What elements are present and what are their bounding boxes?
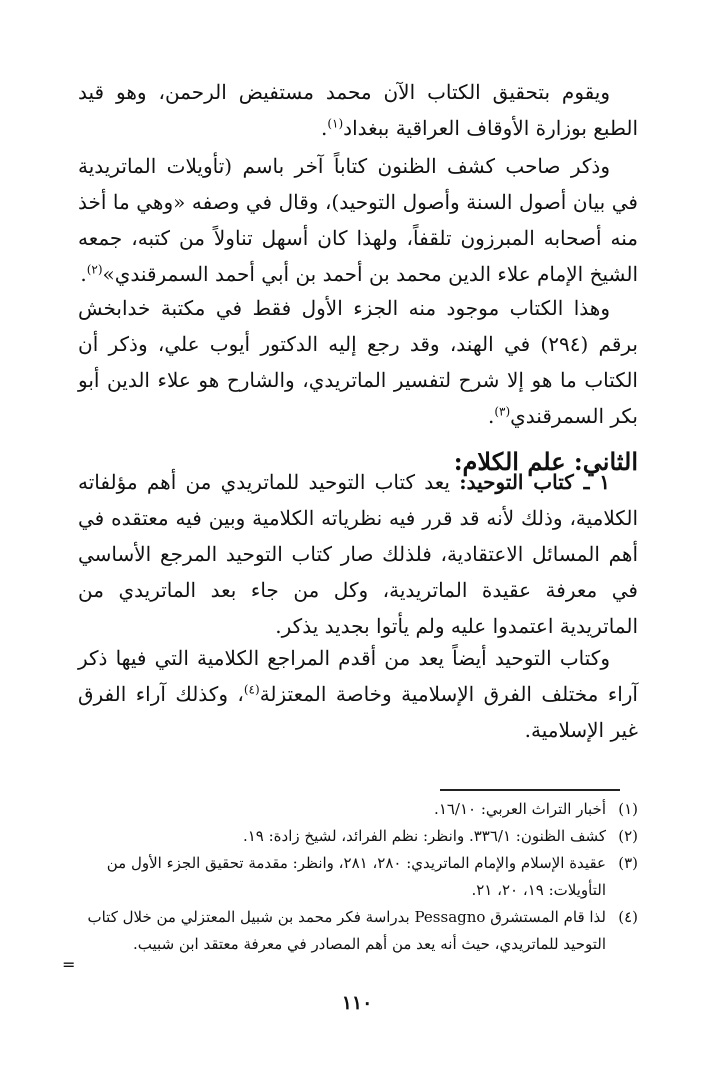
paragraph-5-end: ، وكذلك آراء الفرق غير الإسلامية. — [78, 682, 638, 742]
paragraph-1 — [78, 74, 638, 146]
paragraph-3-end: . — [487, 404, 495, 428]
paragraph-5-text: وكتاب التوحيد أيضاً يعد من أقدم المراجع الكلامية التي فيها ذكر آراء مختلف الفرق الإسلامية وخاصة المعتزلة — [78, 646, 638, 706]
footnote-number: (٢) — [618, 827, 638, 845]
footnote-number: (١) — [618, 800, 638, 818]
footnote-ref-3[interactable]: (٣) — [494, 404, 511, 419]
paragraph-2 — [78, 148, 638, 292]
paragraph-1-text: ويقوم بتحقيق الكتاب الآن محمد مستفيض الرحمن، وهو قيد الطبع بوزارة الأوقاف العراقية ببغداد — [78, 80, 638, 140]
footnote-2 — [78, 823, 638, 850]
footnote-ref-4[interactable]: (٤) — [243, 682, 260, 697]
footnote-separator — [440, 789, 620, 791]
paragraph-2-end: . — [80, 262, 87, 286]
paragraph-3 — [78, 290, 638, 434]
footnote-text: عقيدة الإسلام والإمام الماتريدي: ٢٨٠، ٢٨١، وانظر: مقدمة تحقيق الجزء الأول من التأويلات: ١٩، ٢٠، ٢١. — [106, 854, 606, 899]
footnote-number: (٤) — [618, 908, 638, 926]
footnote-text: لذا قام المستشرق Pessagno بدراسة فكر محمد بن شبيل المعتزلي من خلال كتاب التوحيد للماتريدي، حيث أنه يعد من أهم المصادر في معرفة معتقد ابن شبيب. — [87, 908, 606, 953]
paragraph-1-end: . — [320, 116, 328, 140]
paragraph-4-lead: ١ ـ كتاب التوحيد: — [459, 470, 610, 494]
footnote-ref-1[interactable]: (١) — [327, 116, 344, 131]
section-heading: الثاني: علم الكلام: — [453, 447, 638, 476]
paragraph-5 — [78, 640, 638, 748]
footnote-1 — [78, 796, 638, 823]
paragraph-3-text: وهذا الكتاب موجود منه الجزء الأول فقط في مكتبة خدابخش برقم (٢٩٤) في الهند، وقد رجع إليه الدكتور أيوب علي، وذكر أن الكتاب ما هو إلا شرح لتفسير الماتريدي، والشارح هو علاء الدين أبو بكر السمرقندي — [78, 296, 638, 428]
footnote-4 — [78, 904, 638, 958]
footnotes — [78, 796, 638, 958]
page-number: ١١٠ — [341, 992, 373, 1014]
footnote-3 — [78, 850, 638, 904]
continuation-mark: = — [62, 955, 76, 974]
footnote-text: أخبار التراث العربي: ١٦/١٠. — [434, 800, 606, 818]
paragraph-2-text: وذكر صاحب كشف الظنون كتاباً آخر باسم (تأويلات الماتريدية في بيان أصول السنة وأصول التوحيد)، وقال في وصفه «وهي ما أخذ منه أصحابه المبرزون تلقفاً، ولهذا كان أسهل تناولاً من كتبه، جمعه الشيخ الإمام علاء الدين محمد بن أحمد بن أبي أحمد السمرقندي» — [78, 154, 638, 286]
footnote-text: كشف الظنون: ٣٣٦/١. وانظر: نظم الفرائد، لشيخ زادة: ١٩. — [242, 827, 606, 845]
paragraph-4-text: يعد كتاب التوحيد للماتريدي من أهم مؤلفاته الكلامية، وذلك لأنه قد قرر فيه نظرياته الكلامية وبين فيه معتقده في أهم المسائل الاعتقادية، فلذلك صار كتاب التوحيد المرجع الأساسي في معرفة عقيدة الماتريدية، وكل من جاء بعد الماتريدي من الماتريدية اعتمدوا عليه ولم يأتوا بجديد يذكر. — [78, 470, 638, 638]
paragraph-4 — [78, 464, 638, 644]
footnote-ref-2[interactable]: (٢) — [86, 262, 103, 277]
footnote-number: (٣) — [618, 854, 638, 872]
